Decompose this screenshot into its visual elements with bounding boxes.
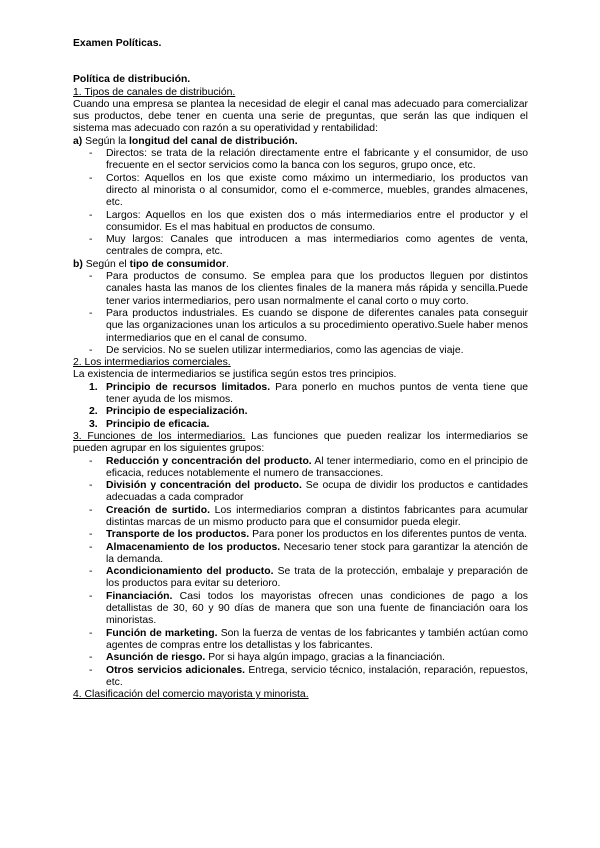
item-bold: Principio de eficacia. — [106, 418, 210, 430]
subheading-a-text: Según la — [82, 135, 130, 147]
subheading-b-end: . — [226, 258, 229, 270]
item-text: Los intermediarios compran a distintos fabricantes para acumular distintas marcas de un mismo producto para que el consumidor pueda elegir. — [106, 504, 528, 528]
item-bold: Principio de recursos limitados. — [106, 381, 271, 393]
list-funciones — [73, 456, 528, 690]
item-bold: Reducción y concentración del producto. — [106, 455, 312, 467]
item-text: Se trata de la protección, embalaje y preparación de los productos para evitar su deterioro. — [106, 566, 529, 590]
list-item — [106, 628, 528, 653]
item-bold: Otros servicios adicionales. — [106, 664, 245, 676]
item-bold: Acondicionamiento del producto. — [106, 566, 274, 578]
item-text: Por si haya algún impago, gracias a la financiación. — [205, 652, 446, 664]
item-bold: División y concentración del producto. — [106, 480, 302, 492]
item-text: Al tener intermediario, como en el principio de eficacia, reduces notablemente el numero de transacciones. — [106, 455, 528, 479]
list-item — [106, 456, 528, 481]
subheading-b-letter: b) — [73, 258, 83, 270]
paragraph-funciones — [73, 431, 528, 456]
subheading-b-text: Según el — [82, 258, 130, 270]
item-number: 3. — [89, 418, 98, 430]
list-item — [106, 652, 528, 664]
list-item: - Cortos: Aquellos en los que existe como máximo un intermediario, los productos van directo al minorista o al consumidor, como el e-commerce, muebles, grandes almacenes, etc. — [106, 173, 528, 210]
list-item: - De servicios. No se suelen utilizar intermediarios, como las agencias de viaje. — [106, 345, 528, 357]
subheading-a-letter: a) — [73, 135, 83, 147]
list-item — [106, 505, 528, 530]
list-item — [106, 665, 528, 690]
section-title: Política de distribución. — [73, 74, 191, 86]
subheading-b-bold: tipo de consumidor — [129, 258, 227, 270]
document-page — [73, 38, 528, 701]
list-item — [106, 591, 528, 628]
list-item — [89, 418, 528, 431]
list-item: - Para productos industriales. Es cuando se dispone de diferentes canales pata conseguir que las organizaciones unan los articulos a su procedimiento operativo.Suele haber menos intermediarios que en el canal de consumo. — [106, 308, 528, 345]
list-item — [89, 381, 529, 407]
item-text: Son la fuerza de ventas de los fabricantes y también actúan como agentes de compras entre los detallistas y los fabricantes. — [106, 627, 528, 651]
heading-funciones: 3. Funciones de los intermediarios. — [73, 430, 246, 442]
list-item — [106, 566, 528, 591]
list-item: - Directos: se trata de la relación directamente entre el fabricante y el consumidor, de uso frecuente en el sector servicios como la banca con los seguros, grupo once, etc. — [106, 148, 528, 173]
intro-intermediarios: La existencia de intermediarios se justifica según estos tres principios. — [73, 369, 397, 381]
list-longitud-canal — [73, 148, 528, 259]
list-item — [106, 542, 528, 567]
spacer — [73, 50, 528, 74]
item-bold: Transporte de los productos. — [106, 529, 250, 541]
subheading-a-bold: longitud del canal de distribución. — [129, 135, 298, 147]
intro-tipos-canales: Cuando una empresa se plantea la necesidad de elegir el canal mas adecuado para comercializar sus productos, debe tener en cuenta una serie de preguntas, que serán las que indiquen el sistema mas adecuado con razón a su operatividad y rentabilidad: — [73, 98, 528, 135]
list-item: - Largos: Aquellos en los que existen dos o más intermediarios entre el productor y el consumidor. Es el mas habitual en productos de consumo. — [106, 210, 528, 235]
item-number: 2. — [89, 406, 98, 418]
item-bold: Asunción de riesgo. — [106, 652, 206, 664]
list-principios — [73, 382, 528, 431]
heading-clasificacion: 4. Clasificación del comercio mayorista y minorista. — [73, 689, 309, 701]
heading-tipos-canales: 1. Tipos de canales de distribución. — [73, 86, 236, 98]
subheading-a — [73, 136, 528, 148]
item-text: Se ocupa de dividir los productos e cantidades adecuadas a cada comprador — [106, 480, 529, 504]
item-text: Casi todos los mayoristas ofrecen unas condiciones de pago a los detallistas de 30, 60 y 90 días de manera que son una fuente de financiación oara los minoristas. — [106, 590, 528, 627]
item-text: Entrega, servicio técnico, instalación, reparación, repuestos, etc. — [106, 664, 528, 688]
item-bold: Almacenamiento de los productos. — [106, 541, 281, 553]
heading-intermediarios: 2. Los intermediarios comerciales. — [73, 357, 231, 369]
item-bold: Creación de surtido. — [106, 504, 211, 516]
item-number: 1. — [89, 381, 98, 393]
list-tipo-consumidor — [73, 271, 528, 357]
list-item — [106, 529, 528, 541]
intro-funciones: Las funciones que pueden realizar los intermediarios se pueden agrupar en los siguientes grupos: — [73, 430, 528, 455]
list-item: - Para productos de consumo. Se emplea para que los productos lleguen por distintos canales hasta las manos de los clientes finales de la manera más rápida y sencilla.Puede tener varios intermediarios, pero usan normalmente el canal corto o muy corto. — [106, 271, 528, 308]
item-text: Necesario tener stock para garantizar la atención de la demanda. — [106, 541, 528, 565]
list-item: - Muy largos: Canales que introducen a mas intermediarios como agentes de venta, centrales de compra, etc. — [106, 234, 528, 259]
item-bold: Principio de especialización. — [106, 406, 248, 418]
item-text: Para ponerlo en muchos puntos de venta tiene que tener ayuda de los mismos. — [106, 381, 529, 406]
item-bold: Financiación. — [106, 590, 173, 602]
subheading-b — [73, 259, 528, 271]
item-text: Para poner los productos en los diferentes puntos de venta. — [249, 529, 528, 541]
list-item — [106, 480, 528, 505]
item-bold: Función de marketing. — [106, 627, 218, 639]
list-item — [89, 406, 528, 418]
document-title: Examen Políticas. — [73, 38, 162, 49]
